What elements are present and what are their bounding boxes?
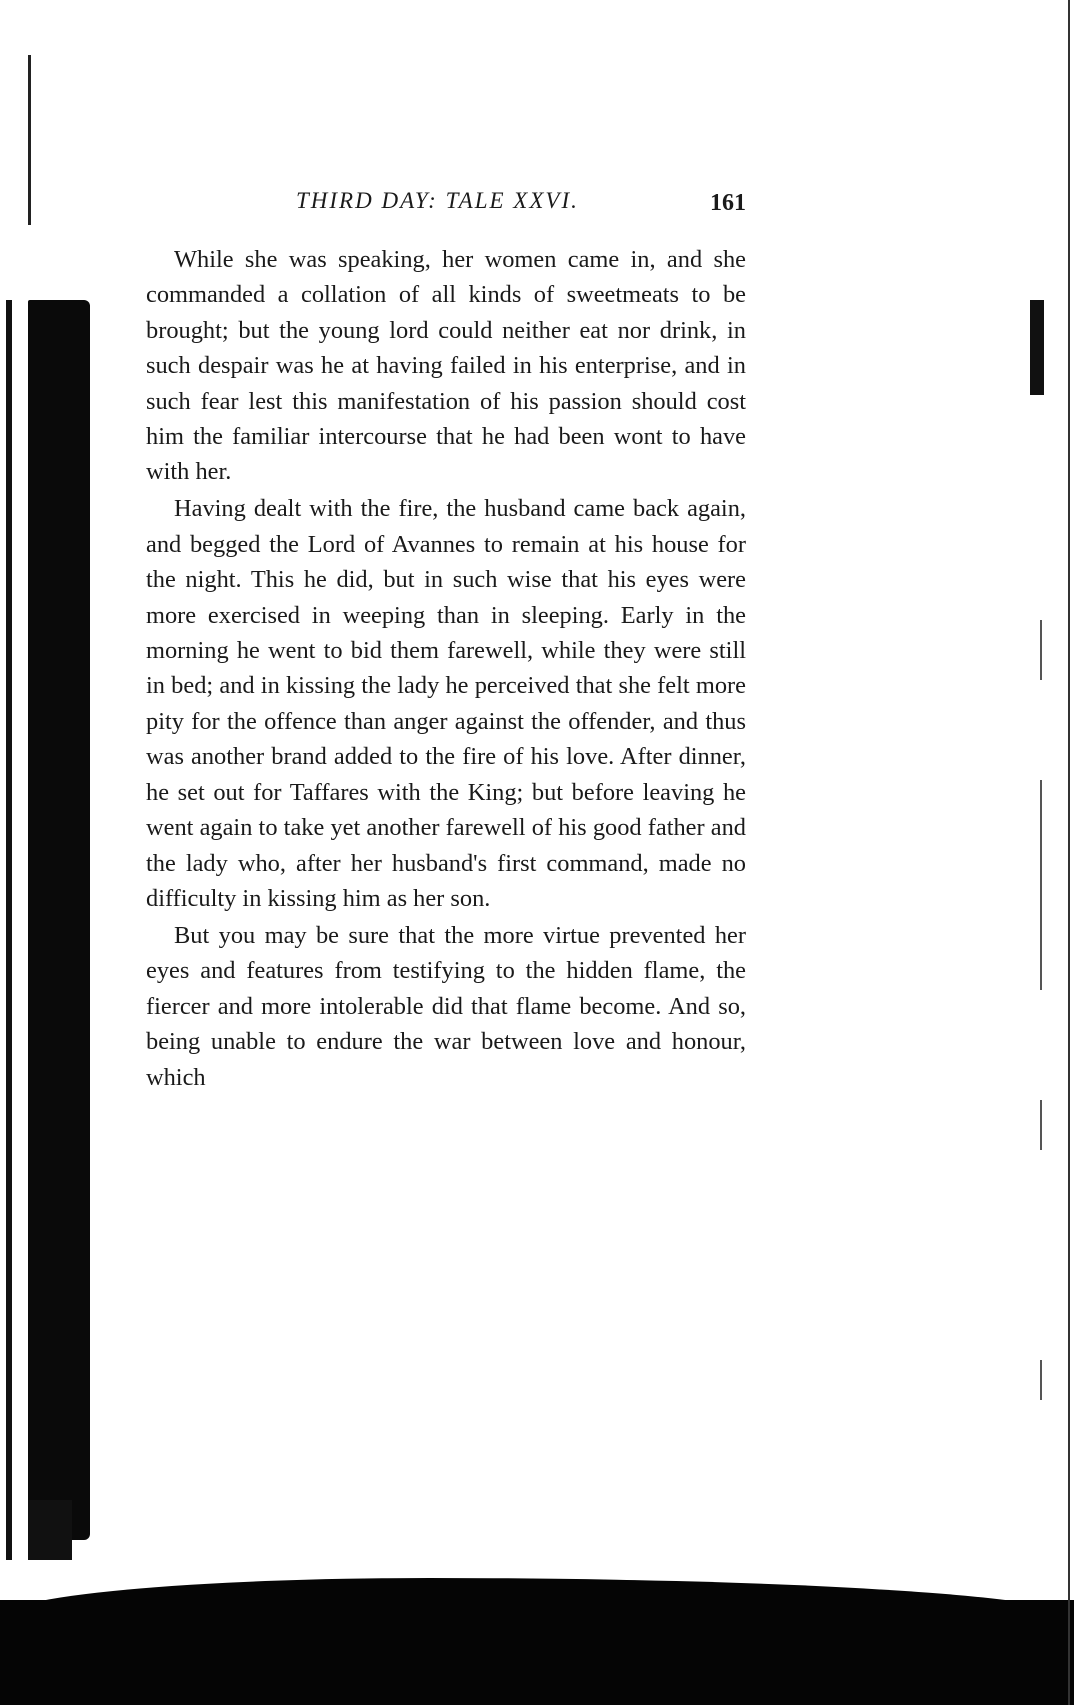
scan-edge-right-mark: [1040, 780, 1042, 990]
scan-binding-tail: [28, 1500, 72, 1560]
paragraph: Having dealt with the fire, the husband came back again, and begged the Lord of Avannes to remain at his house for the night. This he did, but in such wise that his eyes were more exercised in weeping than in sleeping. Early in the morning he went to bid them farewell, while they were still in bed; and in kissing the lady he perceived that she felt more pity for the offence than anger against the offender, and thus was another brand added to the fire of his love. After dinner, he set out for Taffares with the King; but before leaving he went again to take yet another farewell of his good father and the lady who, after her husband's first command, made no difficulty in kissing him as her son.: [146, 495, 746, 912]
scan-edge-right-mark: [1040, 1360, 1042, 1400]
scan-edge-right-mark: [1040, 620, 1042, 680]
page-number: 161: [710, 190, 746, 216]
scan-edge-right-mark: [1040, 1100, 1042, 1150]
scan-bottom-edge: [0, 1600, 1074, 1705]
scan-edge-left-thin: [28, 55, 31, 225]
paragraph: While she was speaking, her women came in, and she commanded a collation of all kinds of sweetmeats to be brought; but the young lord could neither eat nor drink, in such despair was he at having failed in his enterprise, and in such fear lest this manifestation of his passion should cost him the familiar intercourse that he had been wont to have with her.: [146, 246, 746, 486]
running-head: [146, 188, 746, 222]
scan-edge-right-block: [1030, 300, 1044, 395]
paragraph: But you may be sure that the more virtue prevented her eyes and features from testifying to the hidden flame, the fiercer and more intolerable did that flame become. And so, being unable to endure the war between love and honour, which: [146, 921, 746, 1091]
body-text: [146, 242, 746, 1097]
scan-binding-shadow: [28, 300, 90, 1540]
scan-edge-right-line: [1068, 0, 1070, 1705]
running-title: THIRD DAY: TALE XXVI.: [296, 188, 579, 213]
scan-edge-left-strip: [6, 300, 12, 1560]
